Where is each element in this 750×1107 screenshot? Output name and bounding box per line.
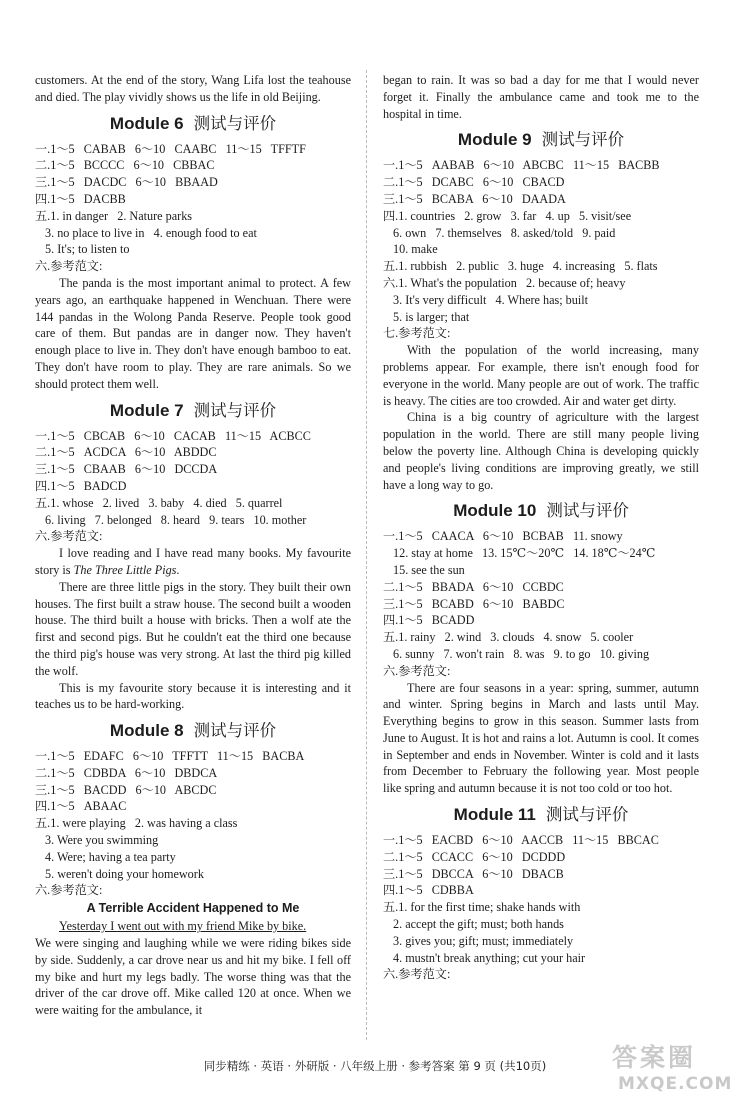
module-11-heading	[383, 804, 699, 827]
answer-line: 四.1～5 BADCD	[35, 478, 127, 493]
module-10-title: Module 10	[453, 501, 537, 521]
module-6-title: Module 6	[109, 113, 184, 133]
answer-line: 一.1～5 CABAB 6～10 CAABC 11～15 TFFTF	[35, 141, 306, 156]
answer-line: 4. mustn't break anything; cut your hair	[393, 950, 586, 965]
answer-line: 3. It's very difficult 4. Where has; built	[393, 292, 589, 307]
answer-line: 六.参考范文:	[35, 529, 103, 544]
module-6-heading	[35, 113, 351, 136]
story-title: The Three Little Pigs	[73, 562, 177, 577]
module-9-essay-para-1: With the population of the world increasing, many problems appear. For example, there isn't enough food for everyone in the world. Many people are out of work. The traffic is heavy. The cities are too crowded. Air and water get dirty.	[383, 343, 699, 408]
answer-line: 四.1～5 BCADD	[383, 613, 475, 628]
answer-line: 五.1. in danger 2. Nature parks	[35, 208, 193, 223]
module-7-title: Module 7	[109, 400, 184, 420]
answer-line: 3. gives you; gift; must; immediately	[393, 933, 574, 948]
right-column	[383, 72, 699, 983]
right-intro-text: began to rain. It was so bad a day for me that I would never forget it. Finally the ambulance came and took me to the hospital in time.	[383, 73, 699, 121]
answer-line: 六.参考范文:	[383, 663, 451, 678]
answer-line: 五.1. rubbish 2. public 3. huge 4. increasing 5. flats	[383, 259, 658, 274]
answer-line: 三.1～5 BCABD 6～10 BABDC	[383, 596, 565, 611]
answer-line: 一.1～5 CBCAB 6～10 CACAB 11～15 ACBCC	[35, 428, 311, 443]
answer-line: 10. make	[393, 242, 438, 257]
answer-line: 六.参考范文:	[35, 883, 103, 898]
answer-line: 5. It's; to listen to	[45, 242, 130, 257]
answer-line: 一.1～5 AABAB 6～10 ABCBC 11～15 BACBB	[383, 158, 660, 173]
answer-line: 3. Were you swimming	[45, 833, 159, 848]
answer-line: 六.1. What's the population 2. because of; heavy	[383, 275, 626, 290]
answer-line: 一.1～5 CAACA 6～10 BCBAB 11. snowy	[383, 529, 623, 544]
module-11-subtitle: 测试与评价	[545, 805, 629, 825]
watermark-logo	[612, 1042, 742, 1100]
answer-line: 二.1～5 CCACC 6～10 DCDDD	[383, 849, 566, 864]
answer-line: 二.1～5 BBADA 6～10 CCBDC	[383, 579, 564, 594]
module-9-essay-para-2: China is a big country of agriculture with the largest population in the world. There are still many people living below the poverty line. Although China is developing quickly and people's living conditions are improving greatly, we still have a long way to go.	[383, 410, 699, 492]
answer-line: 5. is larger; that	[393, 309, 470, 324]
watermark-text: 答案圈	[612, 1043, 697, 1072]
answer-line: 二.1～5 BCCCC 6～10 CBBAC	[35, 158, 215, 173]
answer-line: 15. see the sun	[393, 562, 465, 577]
answer-line: 一.1～5 EACBD 6～10 AACCB 11～15 BBCAC	[383, 833, 659, 848]
answer-line: 五.1. were playing 2. was having a class	[35, 816, 238, 831]
module-10-essay: There are four seasons in a year: spring, summer, autumn and winter. Spring begins in March and lasts until May. Everything begins to grow in this season. Summer lasts from June to August. It is hot and rains a lot. Autumn is cool. It comes in September and ends in November. Winter is cold and it lasts from December to February the following year. Most people like spring and autumn because it is not too cold or too hot.	[383, 680, 699, 796]
column-divider	[366, 70, 367, 1040]
answer-line: 七.参考范文:	[383, 326, 451, 341]
answer-line: 6. own 7. themselves 8. asked/told 9. paid	[393, 225, 616, 240]
answer-line: 二.1～5 ACDCA 6～10 ABDDC	[35, 445, 217, 460]
module-8-essay-body: We were singing and laughing while we were riding bikes side by side. Suddenly, a car drove near us and hit my bike. I fell off my bike and hurt my legs badly. The worse thing was that the driver of the car drove off. Mike called 120 at once. When we were waiting for the ambulance, it	[35, 936, 351, 1018]
left-intro-text: customers. At the end of the story, Wang Lifa lost the teahouse and died. The play vividly shows us the life in old Beijing.	[35, 73, 351, 104]
answer-line: 二.1～5 CDBDA 6～10 DBDCA	[35, 765, 218, 780]
answer-line: 五.1. whose 2. lived 3. baby 4. died 5. quarrel	[35, 495, 283, 510]
module-7-heading	[35, 400, 351, 423]
answer-line: 6. sunny 7. won't rain 8. was 9. to go 10. giving	[393, 646, 650, 661]
answer-line: 六.参考范文:	[35, 259, 103, 274]
module-10-subtitle: 测试与评价	[546, 501, 629, 521]
module-8-essay-first-line	[35, 918, 351, 935]
module-8-title: Module 8	[109, 721, 184, 741]
answer-line: 三.1～5 CBAAB 6～10 DCCDA	[35, 462, 218, 477]
answer-line: 12. stay at home 13. 15℃～20℃ 14. 18℃～24℃	[393, 546, 656, 561]
module-6-subtitle: 测试与评价	[193, 113, 277, 133]
left-column	[35, 72, 351, 1019]
answer-line: 二.1～5 DCABC 6～10 CBACD	[383, 175, 565, 190]
module-11-title: Module 11	[453, 805, 536, 825]
module-10-heading	[383, 500, 699, 523]
answer-line: 五.1. for the first time; shake hands with	[383, 900, 581, 915]
answer-line: 一.1～5 EDAFC 6～10 TFFTT 11～15 BACBA	[35, 749, 305, 764]
essay-text: I love reading and I have read many books. My favourite story is	[35, 546, 351, 577]
module-7-essay-para-1	[35, 545, 351, 579]
answer-line: 六.参考范文:	[383, 967, 451, 982]
answer-line: 三.1～5 BACDD 6～10 ABCDC	[35, 782, 217, 797]
module-8-essay-title: A Terrible Accident Happened to Me	[86, 901, 300, 916]
module-7-essay-para-2: There are three little pigs in the story. They built their own houses. The first built a straw house. The second built a wooden house. The third built a house with bricks. Then a wolf ate the first and second pigs. But he couldn't eat the third one because the third pig's house was very strong. At last the third pig killed the wolf.	[35, 579, 351, 678]
answer-line: 三.1～5 DBCCA 6～10 DBACB	[383, 866, 564, 881]
module-9-heading	[383, 129, 699, 152]
answer-line: 四.1～5 CDBBA	[383, 883, 474, 898]
module-8-heading	[35, 720, 351, 743]
module-7-subtitle: 测试与评价	[193, 400, 277, 420]
answer-line: 四.1～5 DACBB	[35, 191, 126, 206]
page-footer: 同步精练 · 英语 · 外研版 · 八年级上册 · 参考答案 第 9 页 (共10页)	[203, 1059, 547, 1073]
answer-line: 3. no place to live in 4. enough food to eat	[45, 225, 257, 240]
answer-line: 5. weren't doing your homework	[45, 866, 204, 881]
answer-line: 6. living 7. belonged 8. heard 9. tears 10. mother	[45, 512, 307, 527]
answer-line: 2. accept the gift; must; both hands	[393, 917, 564, 932]
answer-line: 三.1～5 BCABA 6～10 DAADA	[383, 191, 566, 206]
watermark-url: MXQE.COM	[618, 1074, 733, 1094]
answer-line: 五.1. rainy 2. wind 3. clouds 4. snow 5. cooler	[383, 630, 634, 645]
essay-text: .	[176, 562, 180, 577]
answer-line: 四.1. countries 2. grow 3. far 4. up 5. visit/see	[383, 208, 632, 223]
module-9-subtitle: 测试与评价	[541, 130, 625, 150]
underlined-sentence: Yesterday I went out with my friend Mike by bike.	[59, 919, 307, 934]
module-7-essay-para-3: This is my favourite story because it is interesting and it teaches us to be hard-working.	[35, 680, 351, 712]
module-8-subtitle: 测试与评价	[193, 721, 277, 741]
answer-line: 四.1～5 ABAAC	[35, 799, 127, 814]
answer-line: 三.1～5 DACDC 6～10 BBAAD	[35, 175, 218, 190]
answer-line: 4. Were; having a tea party	[45, 849, 176, 864]
module-6-essay: The panda is the most important animal to protect. A few years ago, an earthquake happened in Wenchuan. There were 144 pandas in the Wolong Panda Reserve. People took good care of them. But pandas are in danger now. They haven't enough place to live in. They don't have enough bamboo to eat. They don't have room to play. They are rare animals. So we should protect them well.	[35, 275, 351, 391]
module-9-title: Module 9	[457, 130, 532, 150]
